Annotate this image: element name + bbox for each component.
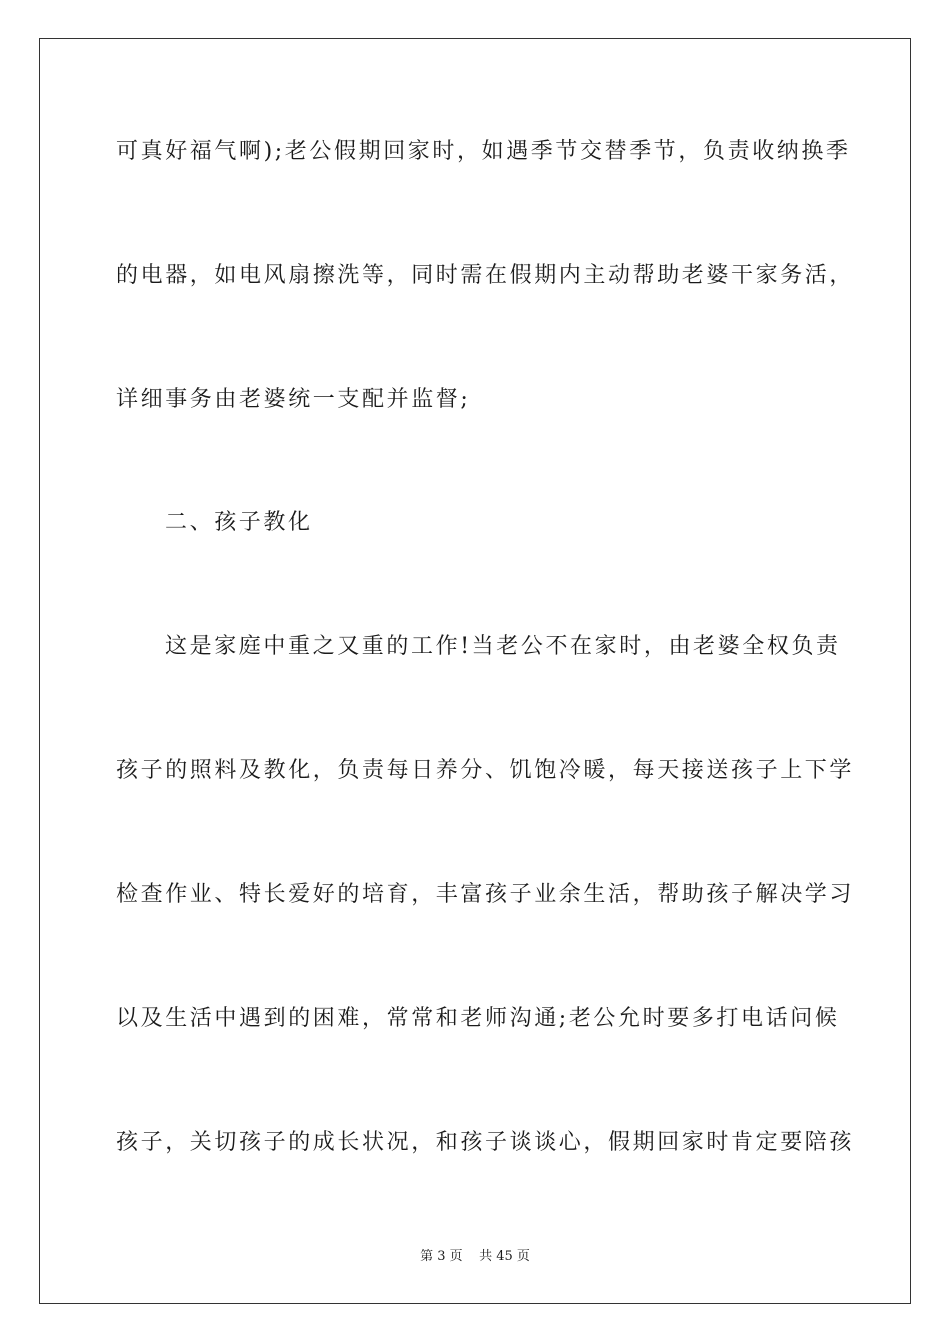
page-number-footer: 第 3 页 共 45 页 bbox=[420, 1249, 530, 1264]
paragraph-line: 孩子，关切孩子的成长状况，和孩子谈谈心，假期回家时肯定要陪孩 bbox=[116, 1130, 855, 1155]
paragraph-line: 可真好福气啊);老公假期回家时，如遇季节交替季节，负责收纳换季 bbox=[116, 139, 851, 164]
page-border bbox=[39, 38, 911, 1304]
paragraph-line: 详细事务由老婆统一支配并监督; bbox=[116, 387, 471, 412]
paragraph-line: 这是家庭中重之又重的工作!当老公不在家时，由老婆全权负责 bbox=[165, 634, 841, 659]
paragraph-line: 以及生活中遇到的困难，常常和老师沟通;老公允时要多打电话问候 bbox=[116, 1006, 840, 1031]
paragraph-line: 孩子的照料及教化，负责每日养分、饥饱冷暖，每天接送孩子上下学 bbox=[116, 758, 855, 783]
section-heading: 二、孩子教化 bbox=[165, 510, 313, 535]
paragraph-line: 检查作业、特长爱好的培育，丰富孩子业余生活，帮助孩子解决学习 bbox=[116, 882, 855, 907]
paragraph-line: 的电器，如电风扇擦洗等，同时需在假期内主动帮助老婆干家务活， bbox=[116, 263, 855, 288]
